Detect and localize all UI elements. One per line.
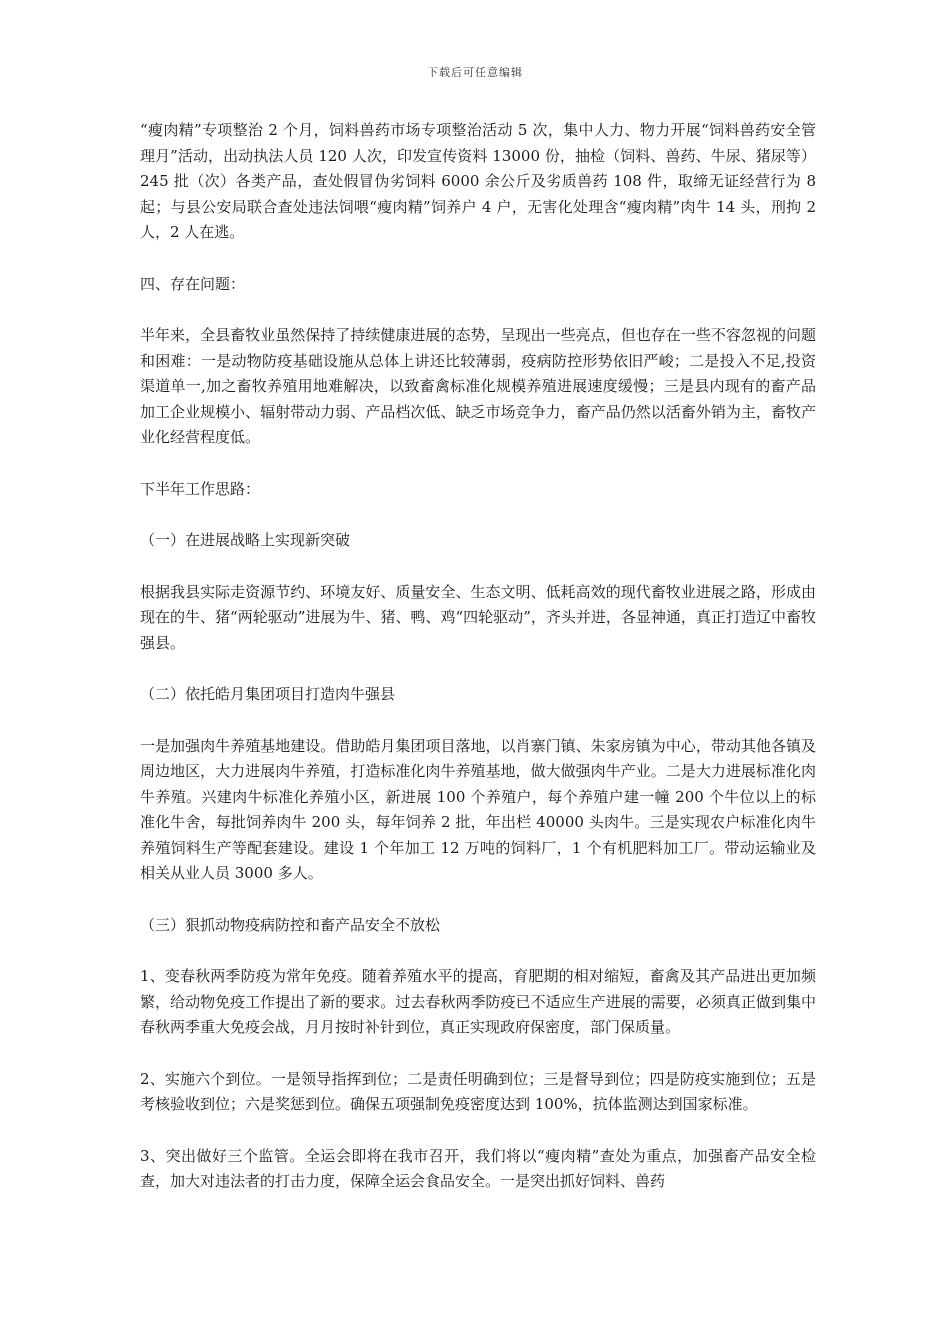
spacer	[140, 887, 816, 913]
paragraph-three-supervisions: 3、突出做好三个监管。全运会即将在我市召开，我们将以“瘦肉精”查处为重点，加强畜产品安全检查，加大对违法者的打击力度，保障全运会食品安全。一是突出抓好饲料、兽药	[140, 1146, 816, 1190]
spacer	[140, 656, 816, 682]
heading-second-half-plan: 下半年工作思路：	[140, 479, 261, 498]
paragraph-strategy: 根据我县实际走资源节约、环境友好、质量安全、生态文明、低耗高效的现代畜牧业进展之路，形成由现在的牛、猪“两轮驱动”进展为牛、猪、鸭、鸡“四轮驱动”，齐头并进，各显神通，真正打造辽中畜牧强县。	[140, 582, 816, 652]
spacer	[140, 708, 816, 734]
spacer	[140, 451, 816, 477]
subheading-strategy: （一）在进展战略上实现新突破	[140, 531, 351, 549]
paragraph-lean-meat-campaign: “瘦肉精”专项整治 2 个月，饲料兽药市场专项整治活动 5 次，集中人力、物力开展“饲料兽药安全管理月”活动，出动执法人员 120 人次，印发宣传资料 13000 份，抽检（饲料、兽药、牛尿、猪尿等）245 批（次）各类产品，查处假冒伪劣饲料 6000 余公斤及劣质兽药 108 件，取缔无证经营行为 8 起；与县公安局联合查处违法饲喂“瘦肉精”饲养户 4 户，无害化处理含“瘦肉精”肉牛 14 头，刑拘 2 人，2 人在逃。	[140, 121, 816, 241]
subheading-disease-control: （三）狠抓动物疫病防控和畜产品安全不放松	[140, 915, 441, 934]
document-body	[140, 118, 816, 1195]
page-header-note: 下载后可任意编辑	[427, 66, 523, 79]
spacer	[140, 1118, 816, 1144]
paragraph-problems: 半年来，全县畜牧业虽然保持了持续健康进展的态势，呈现出一些亮点，但也存在一些不容忽视的问题和困难：一是动物防疫基础设施从总体上讲还比较薄弱，疫病防控形势依旧严峻；二是投入不足,投资渠道单一,加之畜牧养殖用地难解决，以致畜禽标准化规模养殖进展速度缓慢；三是县内现有的畜产品加工企业规模小、辐射带动力弱、产品档次低、缺乏市场竞争力，畜产品仍然以活畜外销为主，畜牧产业化经营程度低。	[140, 326, 816, 446]
subheading-beef-county: （二）依托皓月集团项目打造肉牛强县	[140, 685, 396, 703]
spacer	[140, 554, 816, 580]
spacer	[140, 1041, 816, 1067]
paragraph-year-round-immunization: 1、变春秋两季防疫为常年免疫。随着养殖水平的提高，育肥期的相对缩短，畜禽及其产品进出更加频繁，给动物免疫工作提出了新的要求。过去春秋两季防疫已不适应生产进展的需要，必须真正做到集中春秋两季重大免疫会战，月月按时补针到位，真正实现政府保密度，部门保质量。	[140, 967, 816, 1036]
paragraph-six-in-place: 2、实施六个到位。一是领导指挥到位；二是责任明确到位；三是督导到位；四是防疫实施到位；五是考核验收到位；六是奖惩到位。确保五项强制免疫密度达到 100%，抗体监测达到国家标准。	[140, 1069, 816, 1113]
spacer	[140, 297, 816, 323]
heading-existing-problems: 四、存在问题：	[140, 274, 246, 293]
spacer	[140, 246, 816, 272]
paragraph-beef-county: 一是加强肉牛养殖基地建设。借助皓月集团项目落地，以肖寨门镇、朱家房镇为中心，带动其他各镇及周边地区，大力进展肉牛养殖，打造标准化肉牛养殖基地，做大做强肉牛产业。二是大力进展标准化肉牛养殖。兴建肉牛标准化养殖小区，新进展 100 个养殖户，每个养殖户建一幢 200 个牛位以上的标准化牛舍，每批饲养肉牛 200 头，每年饲养 2 批，年出栏 40000 头肉牛。三是实现农户标准化肉牛养殖饲料生产等配套建设。建设 1 个年加工 12 万吨的饲料厂，1 个有机肥料加工厂。带动运输业及相关从业人员 3000 多人。	[140, 736, 816, 882]
spacer	[140, 502, 816, 528]
spacer	[140, 938, 816, 964]
